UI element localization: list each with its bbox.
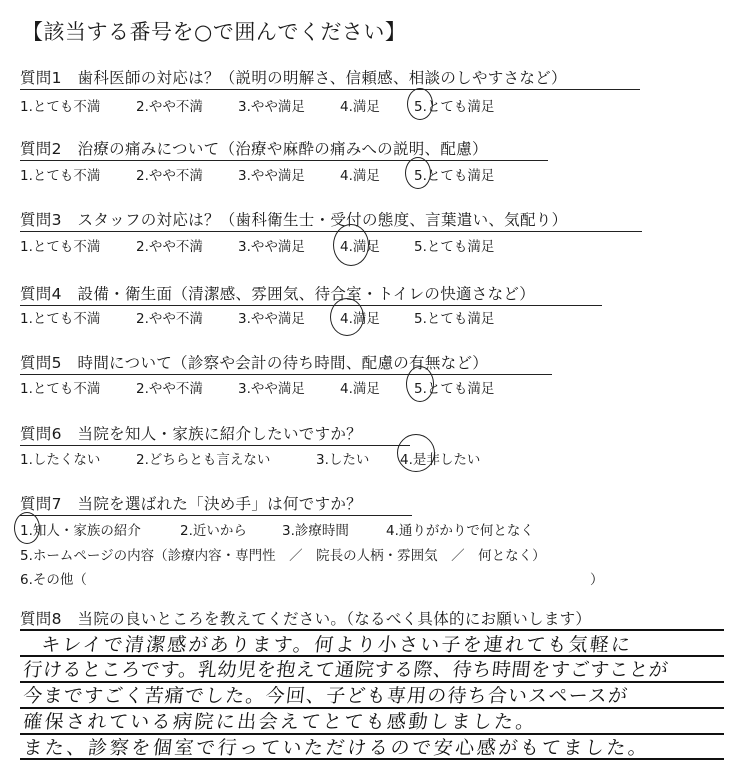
option-5[interactable]: 5.とても満足 — [414, 381, 495, 397]
question-3-underline — [20, 231, 642, 232]
option-4[interactable]: 4.通りがかりで何となく — [386, 523, 534, 539]
question-7-option-6[interactable]: 6.その他（ — [20, 572, 87, 588]
selection-circle — [405, 157, 431, 189]
option-1[interactable]: 1.とても不満 — [20, 99, 101, 115]
handwritten-answer-line: 確保されている病院に出会えてとても感動しました。 — [22, 711, 539, 733]
selection-circle — [14, 512, 40, 544]
option-3[interactable]: 3.やや満足 — [238, 311, 305, 327]
question-7-option-6-close: ） — [590, 572, 604, 588]
option-3[interactable]: 3.やや満足 — [238, 239, 305, 255]
option-1[interactable]: 1.とても不満 — [20, 168, 101, 184]
selection-circle — [407, 88, 433, 120]
question-1-underline — [20, 89, 640, 90]
option-5[interactable]: 5.とても満足 — [414, 99, 495, 115]
handwritten-answer-line: 行けるところです。乳幼児を抱えて通院する際、待ち時間をすごすことが — [22, 659, 670, 681]
question-8-label: 質問8 当院の良いところを教えてください。（なるべく具体的にお願いします） — [20, 610, 592, 628]
option-3[interactable]: 3.やや満足 — [238, 168, 305, 184]
question-7-option-5[interactable]: 5.ホームページの内容（診療内容・専門性 ／ 院長の人柄・雰囲気 ／ 何となく） — [20, 548, 546, 564]
option-2[interactable]: 2.やや不満 — [136, 168, 203, 184]
option-4[interactable]: 4.満足 — [340, 99, 380, 115]
option-2[interactable]: 2.やや不満 — [136, 239, 203, 255]
question-4-underline — [20, 305, 602, 306]
option-4[interactable]: 4.満足 — [340, 311, 380, 327]
question-7-underline — [20, 515, 412, 516]
selection-circle — [333, 224, 369, 266]
question-6-underline — [20, 445, 410, 446]
handwritten-answer-line: また、診察を個室で行っていただけるので安心感がもてました。 — [22, 737, 651, 759]
option-3[interactable]: 3.やや満足 — [238, 381, 305, 397]
option-1[interactable]: 1.とても不満 — [20, 239, 101, 255]
selection-circle — [406, 366, 434, 402]
option-2[interactable]: 2.近いから — [180, 523, 247, 539]
selection-circle — [330, 298, 364, 336]
option-4[interactable]: 4.満足 — [340, 381, 380, 397]
option-4[interactable]: 4.是非したい — [400, 452, 481, 468]
page-title: 【該当する番号を○で囲んでください】 — [22, 20, 407, 44]
option-1[interactable]: 1.とても不満 — [20, 311, 101, 327]
handwritten-answer-line: キレイで清潔感があります。何より小さい子を連れても気軽に — [40, 634, 634, 656]
question-2-label: 質問2 治療の痛みについて（治療や麻酔の痛みへの説明、配慮） — [20, 140, 488, 158]
option-2[interactable]: 2.どちらとも言えない — [136, 452, 271, 468]
question-7-label: 質問7 当院を選ばれた「決め手」は何ですか？ — [20, 495, 362, 513]
option-3[interactable]: 3.やや満足 — [238, 99, 305, 115]
question-1-label: 質問1 歯科医師の対応は？（説明の明解さ、信頼感、相談のしやすさなど） — [20, 69, 567, 87]
question-5-underline — [20, 374, 552, 375]
option-3[interactable]: 3.診療時間 — [282, 523, 349, 539]
selection-circle — [397, 434, 435, 472]
option-1[interactable]: 1.知人・家族の紹介 — [20, 523, 141, 539]
question-5-label: 質問5 時間について（診察や会計の待ち時間、配慮の有無など） — [20, 354, 489, 372]
question-3-label: 質問3 スタッフの対応は？（歯科衛生士・受付の態度、言葉遣い、気配り） — [20, 211, 568, 229]
option-2[interactable]: 2.やや不満 — [136, 381, 203, 397]
option-5[interactable]: 5.とても満足 — [414, 311, 495, 327]
question-2-underline — [20, 160, 548, 161]
question-6-label: 質問6 当院を知人・家族に紹介したいですか？ — [20, 425, 362, 443]
option-1[interactable]: 1.とても不満 — [20, 381, 101, 397]
question-4-label: 質問4 設備・衛生面（清潔感、雰囲気、待合室・トイレの快適さなど） — [20, 285, 535, 303]
handwritten-answer-line: 今まですごく苦痛でした。今回、子ども専用の待ち合いスペースが — [22, 685, 630, 707]
option-2[interactable]: 2.やや不満 — [136, 311, 203, 327]
option-4[interactable]: 4.満足 — [340, 239, 380, 255]
option-5[interactable]: 5.とても満足 — [414, 168, 495, 184]
option-2[interactable]: 2.やや不満 — [136, 99, 203, 115]
option-1[interactable]: 1.したくない — [20, 452, 101, 468]
option-4[interactable]: 4.満足 — [340, 168, 380, 184]
option-5[interactable]: 5.とても満足 — [414, 239, 495, 255]
option-3[interactable]: 3.したい — [316, 452, 370, 468]
